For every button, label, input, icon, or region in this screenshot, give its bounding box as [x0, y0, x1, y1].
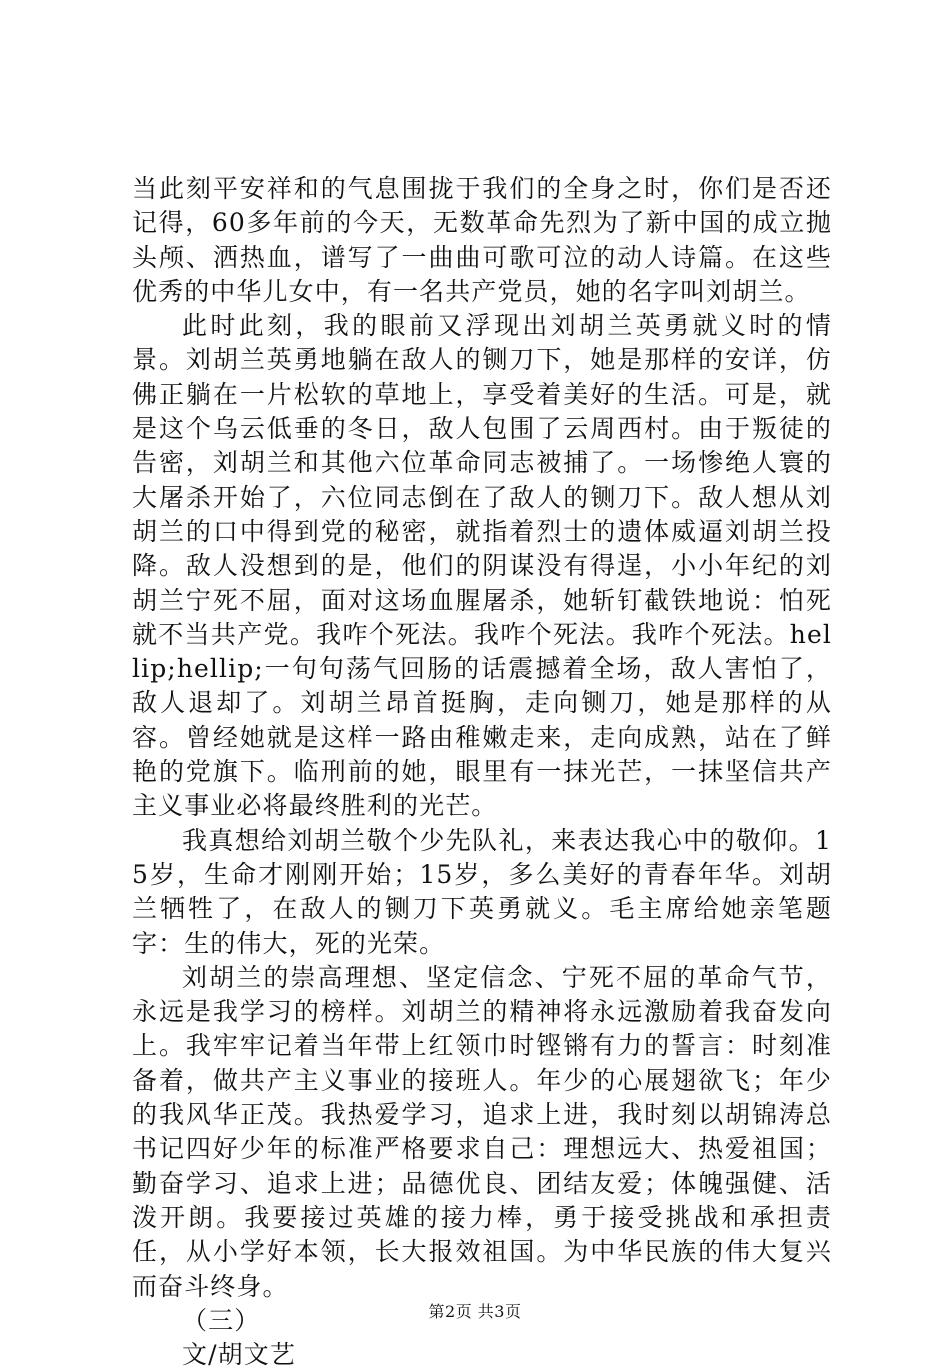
document-body [132, 172, 832, 1372]
section-marker: （三） [182, 1305, 261, 1335]
paragraph-execution-scene: 此时此刻，我的眼前又浮现出刘胡兰英勇就义时的情景。刘胡兰英勇地躺在敌人的铡刀下，她是那样的安详，仿佛正躺在一片松软的草地上，享受着美好的生活。可是，就是这个乌云低垂的冬日，敌人包围了云周西村。由于叛徒的告密，刘胡兰和其他六位革命同志被捕了。一场惨绝人寰的大屠杀开始了，六位同志倒在了敌人的铡刀下。敌人想从刘胡兰的口中得到党的秘密，就指着烈士的遗体威逼刘胡兰投降。敌人没想到的是，他们的阴谋没有得逞，小小年纪的刘胡兰宁死不屈，面对这场血腥屠杀，她斩钉截铁地说：怕死就不当共产党。我咋个死法。我咋个死法。我咋个死法。hellip;hellip;一句句荡气回肠的话震撼着全场，敌人害怕了，敌人退却了。刘胡兰昂首挺胸，走向铡刀，她是那样的从容。曾经她就是这样一路由稚嫩走来，走向成熟，站在了鲜艳的党旗下。临刑前的她，眼里有一抹光芒，一抹坚信共产主义事业必将最终胜利的光芒。 [132, 311, 832, 821]
page-footer: 第2页 共3页 [428, 1302, 522, 1321]
paragraph-role-model: 刘胡兰的崇高理想、坚定信念、宁死不屈的革命气节，永远是我学习的榜样。刘胡兰的精神将永远激励着我奋发向上。我牢牢记着当年带上红领巾时铿锵有力的誓言：时刻准备着，做共产主义事业的接班人。年少的心展翅欲飞；年少的我风华正茂。我热爱学习，追求上进，我时刻以胡锦涛总书记四好少年的标准严格要求自己：理想远大、热爱祖国；勤奋学习、追求上进；品德优良、团结友爱；体魄强健、活泼开朗。我要接过英雄的接力棒，勇于接受挑战和承担责任，从小学好本领，长大报效祖国。为中华民族的伟大复兴而奋斗终身。 [132, 962, 832, 1301]
byline: 文/胡文艺 [182, 1340, 296, 1370]
paragraph-salute: 我真想给刘胡兰敬个少先队礼，来表达我心中的敬仰。15岁，生命才刚刚开始；15岁，多么美好的青春年华。刘胡兰牺牲了，在敌人的铡刀下英勇就义。毛主席给她亲笔题字：生的伟大，死的光荣。 [132, 825, 832, 958]
paragraph-intro: 当此刻平安祥和的气息围拢于我们的全身之时，你们是否还记得，60多年前的今天，无数革命先烈为了新中国的成立抛头颅、洒热血，谱写了一曲曲可歌可泣的动人诗篇。在这些优秀的中华儿女中，有一名共产党员，她的名字叫刘胡兰。 [132, 174, 832, 306]
